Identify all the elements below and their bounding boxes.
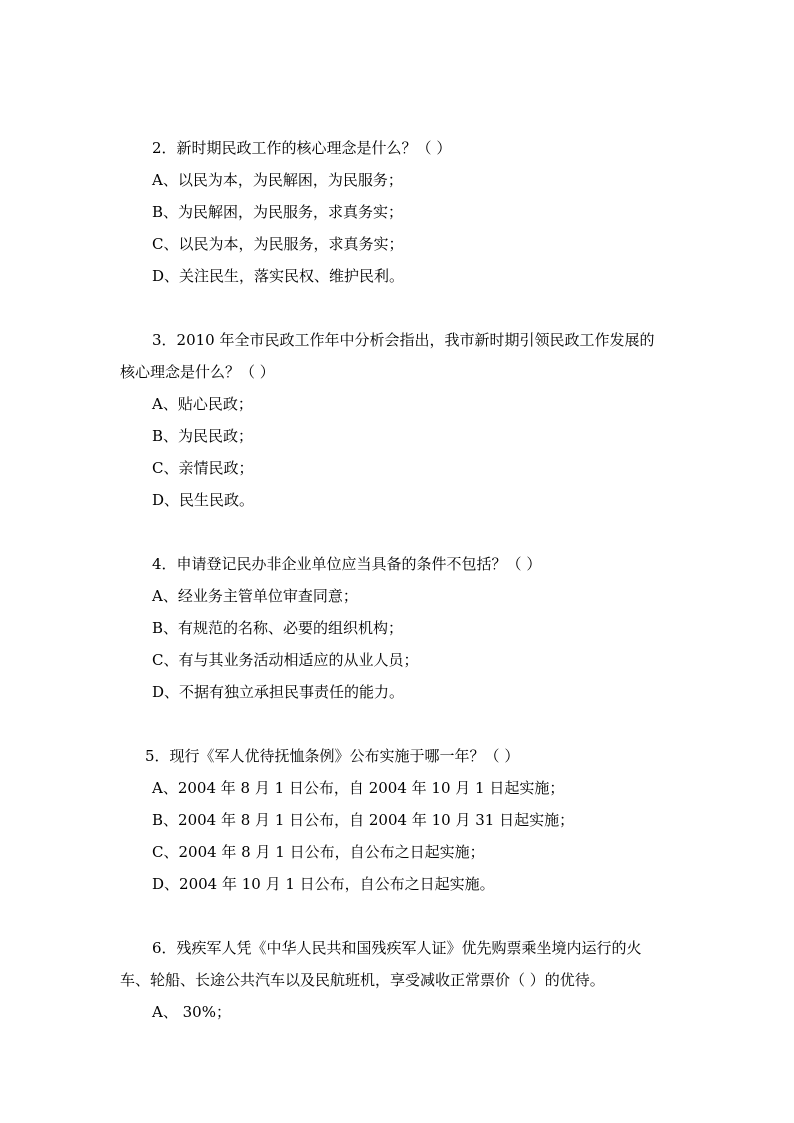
question-6-option-a: A、 30%； bbox=[152, 1003, 231, 1021]
question-2-option-b: B、为民解困，为民服务，求真务实； bbox=[152, 203, 404, 221]
question-6-stem-line-1: 6．残疾军人凭《中华人民共和国残疾军人证》优先购票乘坐境内运行的火 bbox=[152, 939, 642, 957]
question-3-option-a: A、贴心民政； bbox=[152, 395, 253, 413]
question-5-option-a: A、2004 年 8 月 1 日公布，自 2004 年 10 月 1 日起实施； bbox=[152, 779, 565, 797]
question-2-stem: 2．新时期民政工作的核心理念是什么？（ ） bbox=[152, 139, 452, 157]
question-6-stem-line-2: 车、轮船、长途公共汽车以及民航班机，享受减收正常票价（ ）的优待。 bbox=[120, 971, 605, 989]
question-3-option-c: C、亲情民政； bbox=[152, 459, 254, 477]
question-4-option-b: B、有规范的名称、必要的组织机构； bbox=[152, 619, 404, 637]
question-4-option-c: C、有与其业务活动相适应的从业人员； bbox=[152, 651, 419, 669]
question-2-option-d: D、关注民生，落实民权、维护民利。 bbox=[152, 267, 405, 285]
question-2-option-c: C、以民为本，为民服务，求真务实； bbox=[152, 235, 404, 253]
question-5-stem: 5．现行《军人优待抚恤条例》公布实施于哪一年？（ ） bbox=[145, 747, 520, 765]
question-3-stem-line-2: 核心理念是什么？（ ） bbox=[120, 363, 275, 381]
question-4-option-a: A、经业务主管单位审查同意； bbox=[152, 587, 358, 605]
question-4-option-d: D、不据有独立承担民事责任的能力。 bbox=[152, 683, 405, 701]
question-3-stem-line-1: 3．2010 年全市民政工作年中分析会指出，我市新时期引领民政工作发展的 bbox=[152, 331, 655, 349]
question-2-option-a: A、以民为本，为民解困，为民服务； bbox=[152, 171, 403, 189]
question-4-stem: 4．申请登记民办非企业单位应当具备的条件不包括？（ ） bbox=[152, 555, 542, 573]
question-3-option-b: B、为民民政； bbox=[152, 427, 254, 445]
question-5-option-d: D、2004 年 10 月 1 日公布，自公布之日起实施。 bbox=[152, 875, 495, 893]
question-5-option-b: B、2004 年 8 月 1 日公布，自 2004 年 10 月 31 日起实施； bbox=[152, 811, 575, 829]
question-3-option-d: D、民生民政。 bbox=[152, 491, 255, 509]
question-5-option-c: C、2004 年 8 月 1 日公布，自公布之日起实施； bbox=[152, 843, 485, 861]
